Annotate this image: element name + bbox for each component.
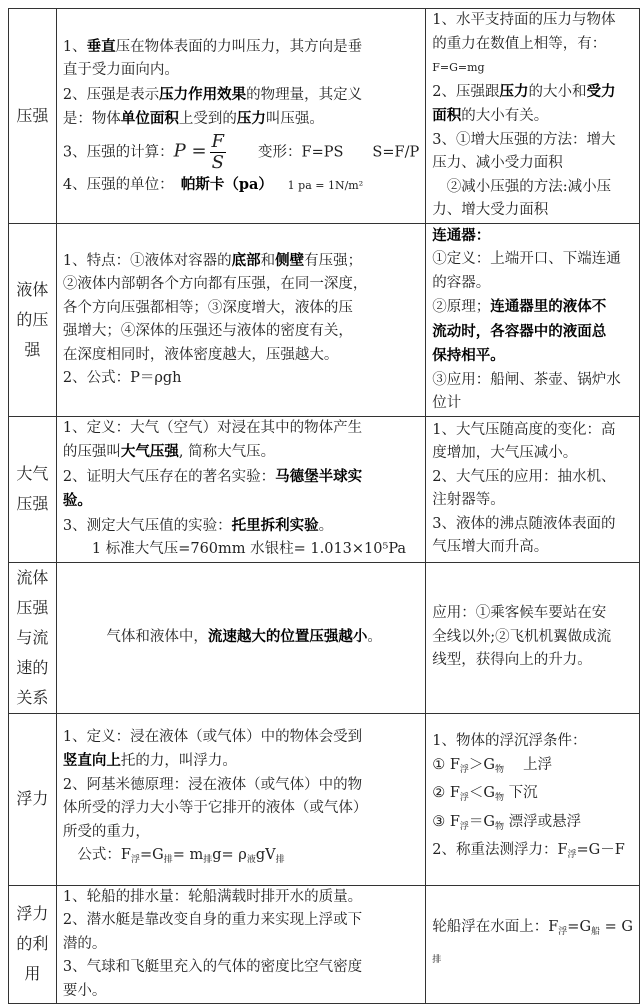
text-segment: = m xyxy=(172,847,204,863)
text-segment: 注射器等。 xyxy=(432,492,505,508)
text-line xyxy=(432,419,633,443)
text-segment: 压力、减小受力面积 xyxy=(432,155,563,171)
text-segment: 气体和液体中， xyxy=(62,629,208,646)
text-segment: 的压强叫 xyxy=(62,444,121,460)
bold-text: 压力 xyxy=(499,82,529,100)
text-line xyxy=(432,9,633,33)
description-cell xyxy=(56,713,425,885)
text-line xyxy=(63,797,419,821)
table-row-buoyancy xyxy=(9,713,640,885)
text-line xyxy=(432,466,633,490)
text-segment: ③应用：船闸、茶壶、锅炉水 xyxy=(432,371,621,388)
subscript: 液 xyxy=(246,855,256,865)
text-segment: 3、气球和飞艇里充入的气体的密度比空气密度 xyxy=(62,959,363,975)
row-label: 压强 xyxy=(16,105,49,125)
text-line xyxy=(63,83,419,108)
text-segment: 压在物体表面的力叫压力，其方向是垂 xyxy=(115,38,363,55)
text-line xyxy=(432,392,633,416)
text-segment: , 简称大气压。 xyxy=(178,444,276,460)
notes-cell xyxy=(426,416,640,562)
subscript: 物 xyxy=(495,793,505,804)
row-label: 大气压强 xyxy=(16,464,49,513)
text-line xyxy=(432,320,633,345)
text-segment: 2、大气压的应用：抽水机、 xyxy=(432,468,616,485)
text-line xyxy=(63,367,419,391)
text-segment: 下沉 xyxy=(504,785,538,802)
text-line xyxy=(63,297,419,321)
text-segment: ①定义：上端开口、下端连通 xyxy=(432,251,621,267)
text-line xyxy=(63,909,419,933)
text-segment: 上受到的 xyxy=(178,111,237,127)
text-line xyxy=(63,132,419,173)
text-line xyxy=(63,489,419,514)
text-line xyxy=(432,129,633,153)
text-segment: ③ F xyxy=(432,813,460,830)
text-segment: 的大小有关。 xyxy=(461,108,549,124)
text-line xyxy=(63,35,419,60)
text-line xyxy=(432,602,633,626)
text-segment: 的重力在数值上相等，有： xyxy=(432,35,607,52)
text-line xyxy=(63,465,419,490)
subscript: 排 xyxy=(163,855,173,865)
fraction-denominator: S xyxy=(211,151,224,173)
bold-text: 流速越大的位置压强越小 xyxy=(207,628,368,646)
text-segment: 要小。 xyxy=(62,982,107,999)
text-line xyxy=(432,649,633,673)
notes-cell xyxy=(426,713,640,885)
text-segment: =G xyxy=(139,847,164,863)
text-line xyxy=(432,369,633,393)
text-segment: ② F xyxy=(432,785,460,802)
text-line xyxy=(63,774,419,798)
subscript: 船 xyxy=(591,926,601,937)
text-segment: ②液体内部朝各个方向都有压强，在同一深度， xyxy=(62,276,368,292)
bold-text: 压力作用效果 xyxy=(159,85,247,103)
text-segment: 应用：①乘客候车要站在安 xyxy=(432,605,607,622)
text-line xyxy=(432,104,633,129)
text-segment: 的大小和 xyxy=(528,83,587,100)
row-label: 浮力的利 xyxy=(16,904,49,954)
table-row-atmospheric-pressure xyxy=(9,416,640,562)
text-segment: 1、水平支持面的压力与物体 xyxy=(432,12,616,28)
text-segment: 1、特点：①液体对容器的 xyxy=(62,252,232,269)
text-segment: 漂浮或悬浮 xyxy=(504,813,582,830)
row-label: 流体压强 xyxy=(16,567,49,617)
text-line xyxy=(432,536,633,560)
text-line xyxy=(432,224,633,249)
row-label-cell xyxy=(9,885,57,1004)
row-label-cell xyxy=(9,9,57,224)
bold-text: 马德堡半球实 xyxy=(275,467,363,485)
text-segment: P = xyxy=(173,140,207,161)
text-segment: 2、压强跟 xyxy=(432,83,500,100)
text-segment: 3、①增大压强的方法：增大 xyxy=(432,131,616,148)
bold-text: 受力 xyxy=(586,82,616,100)
text-segment: =G xyxy=(567,918,592,935)
text-line xyxy=(432,248,633,272)
text-line xyxy=(432,295,633,320)
bold-text: 托里拆利实验 xyxy=(231,516,319,534)
text-line xyxy=(63,249,419,274)
bold-text: 流动时，各容器中的液面总 xyxy=(432,322,607,340)
text-segment: 全线以外;②飞机机翼做成流 xyxy=(432,628,612,645)
text-line xyxy=(63,886,419,910)
text-line xyxy=(432,80,633,105)
fraction-numerator: F xyxy=(211,130,225,152)
text-segment: 上浮 xyxy=(504,756,553,773)
subscript: 浮 xyxy=(130,855,140,865)
text-segment: 在深度相同时，液体密度越大，压强越大。 xyxy=(62,346,339,363)
text-segment: 3、测定大气压值的实验： xyxy=(62,517,232,534)
text-line xyxy=(63,625,419,650)
text-segment: 1、定义：浸在液体（或气体）中的物体会受到 xyxy=(62,728,363,745)
description-cell xyxy=(56,223,425,416)
text-line xyxy=(432,916,633,945)
text-line xyxy=(63,514,419,539)
bold-text: 面积 xyxy=(432,107,462,124)
bold-text: 大气压强 xyxy=(120,443,179,460)
notes-cell xyxy=(426,9,640,224)
physics-pressure-buoyancy-table xyxy=(8,8,640,1004)
text-line xyxy=(63,59,419,83)
text-segment: 叫压强。 xyxy=(265,111,324,127)
text-line xyxy=(432,56,633,80)
notes-cell xyxy=(426,223,640,416)
text-segment: 各个方向压强都相等；③深度增大，液体的压 xyxy=(62,299,353,316)
text-segment: 和 xyxy=(260,252,276,269)
bold-text: 验。 xyxy=(62,492,92,509)
bold-text: 连通器： xyxy=(432,226,491,244)
text-line xyxy=(63,320,419,344)
text-segment: 力、增大受力面积 xyxy=(432,202,549,218)
subscript: 浮 xyxy=(558,926,568,937)
text-line xyxy=(432,442,633,466)
bold-text: 帕斯卡（pa） xyxy=(180,175,266,193)
text-line xyxy=(432,152,633,176)
text-line xyxy=(63,726,419,750)
text-segment: 1、物体的浮沉浮条件： xyxy=(432,733,587,750)
row-label: 与流速的 xyxy=(16,627,49,677)
subscript: 浮 xyxy=(567,850,577,861)
description-cell xyxy=(56,9,425,224)
text-segment: 。 xyxy=(318,517,334,534)
description-cell xyxy=(56,416,425,562)
text-segment: 1、定义：大气（空气）对浸在其中的物体产生 xyxy=(62,419,363,436)
subscript: 物 xyxy=(495,764,505,775)
text-segment: 1、轮船的排水量：轮船满载时排开水的质量。 xyxy=(62,888,363,905)
text-line xyxy=(63,173,419,198)
text-line xyxy=(63,844,419,873)
text-line xyxy=(63,538,419,562)
text-segment: 3、压强的计算： xyxy=(62,144,174,160)
text-segment: 变形：F=PS S=F/P xyxy=(229,144,420,160)
text-line xyxy=(63,344,419,368)
text-segment: ②减小压强的方法:减小压 xyxy=(432,178,612,195)
subscript: 排 xyxy=(203,855,213,865)
bold-text: 保持相平。 xyxy=(432,347,505,364)
text-line xyxy=(63,107,419,132)
text-line xyxy=(432,730,633,754)
notes-cell xyxy=(426,562,640,713)
text-segment: 体所受的浮力大小等于它排开的液体（或气体） xyxy=(62,800,368,816)
row-label-cell xyxy=(9,223,57,416)
text-segment: gV xyxy=(255,847,276,863)
bold-text: 单位面积 xyxy=(120,110,179,127)
notes-cell xyxy=(426,885,640,1004)
text-line xyxy=(63,273,419,297)
text-line xyxy=(432,199,633,223)
text-segment: 托的力，叫浮力。 xyxy=(120,753,237,769)
subscript: 浮 xyxy=(459,821,469,832)
row-label-cell xyxy=(9,562,57,713)
text-line xyxy=(432,839,633,868)
text-segment: 3、液体的沸点随液体表面的 xyxy=(432,515,616,532)
text-segment: 潜的。 xyxy=(62,935,107,952)
text-line xyxy=(63,933,419,957)
text-segment: ＜G xyxy=(468,785,495,802)
row-label: 浮力 xyxy=(16,789,49,808)
text-line xyxy=(63,417,419,441)
text-line xyxy=(63,956,419,980)
text-line xyxy=(432,782,633,811)
fraction xyxy=(210,132,227,173)
text-line xyxy=(63,821,419,845)
text-segment: 1、 xyxy=(62,38,87,55)
row-label: 关系 xyxy=(16,687,49,707)
text-segment: 1、大气压随高度的变化：高 xyxy=(432,421,616,438)
table-row-buoyancy-application xyxy=(9,885,640,1004)
description-cell xyxy=(56,885,425,1004)
bold-text: 底部 xyxy=(231,251,261,269)
text-segment: 线型，获得向上的升力。 xyxy=(432,652,592,669)
row-label: 强 xyxy=(24,339,41,359)
text-line xyxy=(432,344,633,369)
text-line xyxy=(432,176,633,200)
text-line xyxy=(63,440,419,465)
text-line xyxy=(432,811,633,840)
text-line xyxy=(432,626,633,650)
text-segment: 2、阿基米德原理：浸在液体（或气体）中的物 xyxy=(62,776,363,793)
text-segment: 4、压强的单位： xyxy=(62,176,181,193)
text-segment: g= ρ xyxy=(212,847,247,863)
text-segment: 2、公式：P＝ρgh xyxy=(62,370,182,386)
text-segment: 强增大；④深体的压强还与液体的密度有关， xyxy=(62,323,353,339)
text-segment: ＝G xyxy=(468,813,495,830)
text-segment: 2、证明大气压存在的著名实验： xyxy=(62,468,276,485)
text-segment: 直于受力面向内。 xyxy=(62,62,179,78)
bold-text: 竖直向上 xyxy=(62,752,121,769)
bold-text: 连通器里的液体不 xyxy=(490,298,607,315)
row-label: 用 xyxy=(24,964,41,984)
text-segment: 2、称重法测浮力：F xyxy=(432,842,568,859)
subscript: 物 xyxy=(495,821,505,832)
subscript: 排 xyxy=(275,855,285,865)
text-segment: 有压强； xyxy=(304,252,363,269)
text-line xyxy=(63,749,419,774)
bold-text: 垂直 xyxy=(86,37,116,55)
text-segment: ① F xyxy=(432,756,460,773)
subscript: 排 xyxy=(432,955,442,966)
text-segment: 。 xyxy=(367,629,382,646)
subscript: 浮 xyxy=(459,764,469,775)
text-segment: 2、潜水艇是靠改变自身的重力来实现上浮或下 xyxy=(62,912,363,928)
subscript: 浮 xyxy=(459,793,469,804)
text-segment: 1 pa = 1N/m² xyxy=(265,178,364,192)
text-segment: 的物理量，其定义 xyxy=(246,86,363,103)
row-label-cell xyxy=(9,713,57,885)
bold-text: 压力 xyxy=(236,110,266,127)
description-cell xyxy=(56,562,425,713)
text-segment: = G xyxy=(600,918,633,935)
text-segment: ②原理； xyxy=(432,299,491,315)
text-segment: 所受的重力， xyxy=(62,823,150,840)
text-segment: 轮船浮在水面上：F xyxy=(432,918,559,935)
table-row-pressure xyxy=(9,9,640,224)
text-line xyxy=(432,513,633,537)
text-line xyxy=(432,272,633,296)
text-segment: 位计 xyxy=(432,395,462,411)
text-segment: 气压增大而升高。 xyxy=(432,539,549,555)
text-segment: ＞G xyxy=(468,756,495,773)
table-body xyxy=(9,9,640,1004)
text-segment: 公式：F xyxy=(62,847,131,863)
table-row-fluid-pressure-flow xyxy=(9,562,640,713)
text-segment: F=G=mg xyxy=(432,61,485,74)
text-segment: 是：物体 xyxy=(62,111,121,127)
text-line xyxy=(432,944,633,973)
text-segment: 1 标准大气压=760mm 水银柱= 1.013×10⁵Pa xyxy=(62,541,407,557)
row-label-cell xyxy=(9,416,57,562)
bold-text: 侧壁 xyxy=(275,251,305,269)
text-line xyxy=(432,754,633,783)
text-line xyxy=(63,980,419,1004)
text-line xyxy=(432,33,633,57)
row-label: 液体的压 xyxy=(16,279,49,329)
text-line xyxy=(432,489,633,513)
text-segment: 2、压强是表示 xyxy=(62,86,160,103)
text-segment: 度增加，大气压减小。 xyxy=(432,445,578,461)
text-segment: =G－F xyxy=(576,842,625,859)
text-segment: 的容器。 xyxy=(432,274,491,291)
table-row-liquid-pressure xyxy=(9,223,640,416)
